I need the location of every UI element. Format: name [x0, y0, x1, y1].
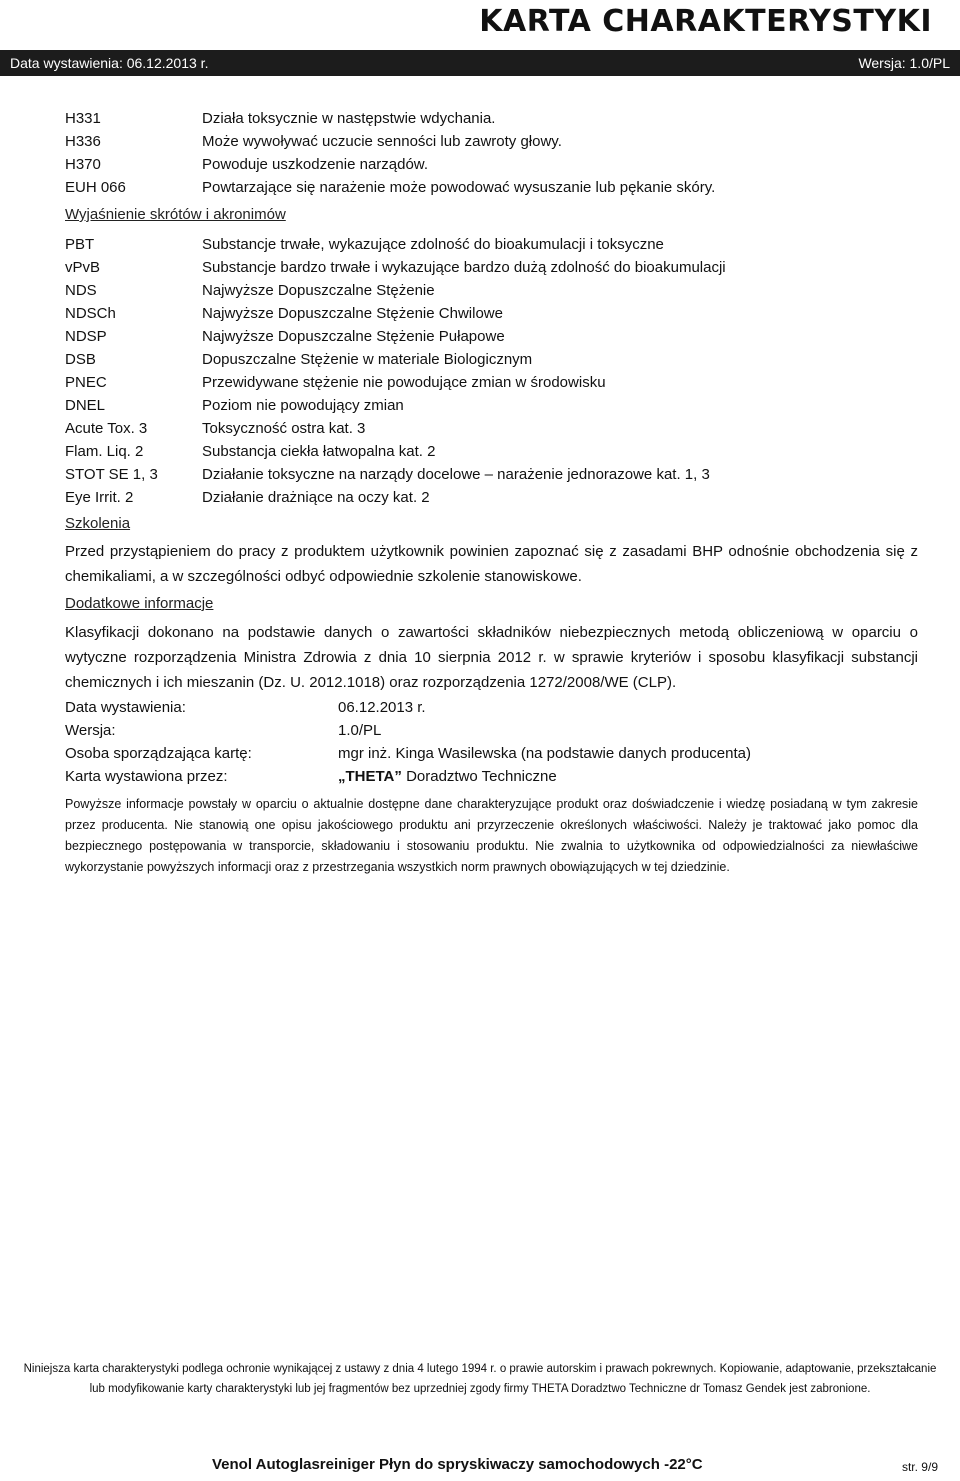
acronym-text: Najwyższe Dopuszczalne Stężenie Pułapowe [202, 328, 505, 345]
acronym-code: PBT [65, 236, 95, 253]
company-name: „THETA” [338, 768, 402, 785]
hazard-code: EUH 066 [65, 179, 126, 196]
hazard-code: H336 [65, 133, 101, 150]
acronym-row [65, 486, 726, 509]
acronym-row [65, 233, 726, 256]
acronym-text: Poziom nie powodujący zmian [202, 397, 404, 414]
acronym-row [65, 279, 726, 302]
version: Wersja: 1.0/PL [858, 55, 950, 71]
acronym-row [65, 348, 726, 371]
company-suffix: Doradztwo Techniczne [406, 768, 557, 785]
acronyms-table [65, 233, 726, 509]
training-heading: Szkolenia [65, 515, 131, 532]
disclaimer-paragraph: Powyższe informacje powstały w oparciu o aktualnie dostępne dane charakteryzujące produkt oraz doświadczenie i wiedzę posiadaną w tym zakresie przez producenta. Nie stanowią one opisu jakościowego produktu ani przyrzeczenie określonych właściwości. Należy je traktować jako pomoc dla bezpiecznego postępowania w transporcie, składowaniu i stosowaniu produktu. Nie zwalnia to użytkownika od odpowiedzialności za niewłaściwe wykorzystanie powyższych informacji oraz z przestrzegania wszystkich norm prawnych obowiązujących w tej dziedzinie. [65, 797, 918, 874]
hazard-text: Powoduje uszkodzenie narządów. [202, 156, 428, 173]
detail-row [65, 765, 751, 788]
hazard-text: Powtarzające się narażenie może powodować wysuszanie lub pękanie skóry. [202, 179, 716, 196]
issue-date: Data wystawienia: 06.12.2013 r. [10, 55, 209, 71]
acronym-row [65, 394, 726, 417]
version-label: Wersja: [65, 722, 116, 739]
acronym-code: vPvB [65, 259, 101, 276]
acronym-text: Najwyższe Dopuszczalne Stężenie [202, 282, 435, 299]
acronym-code: DNEL [65, 397, 106, 414]
acronym-text: Substancja ciekła łatwopalna kat. 2 [202, 443, 436, 460]
page-number: str. 9/9 [901, 1460, 938, 1474]
hazard-text: Działa toksycznie w następstwie wdychania. [202, 110, 496, 127]
additional-info-heading: Dodatkowe informacje [65, 595, 214, 612]
acronym-text: Toksyczność ostra kat. 3 [202, 420, 366, 437]
acronym-row [65, 463, 726, 486]
additional-info-paragraph: Klasyfikacji dokonano na podstawie danych o zawartości składników niebezpiecznych metodą obliczeniową w oparciu o wytyczne rozporządzenia Ministra Zdrowia z dnia 10 sierpnia 2012 r. w sprawie kryteriów i sposobu klasyfikacji substancji chemicznych i ich mieszanin (Dz. U. 2012.1018) oraz rozporządzenia 1272/2008/WE (CLP). [65, 624, 918, 691]
acronym-row [65, 325, 726, 348]
acronym-row [65, 440, 726, 463]
detail-row [65, 742, 751, 765]
hazard-row [65, 153, 715, 176]
issued-by-value [338, 768, 557, 785]
acronym-code: Acute Tox. 3 [65, 420, 148, 437]
acronym-text: Przewidywane stężenie nie powodujące zmian w środowisku [202, 374, 606, 391]
hazard-text: Może wywoływać uczucie senności lub zawroty głowy. [202, 133, 562, 150]
detail-row [65, 696, 751, 719]
version-value: 1.0/PL [338, 722, 382, 739]
acronym-text: Substancje bardzo trwałe i wykazujące bardzo dużą zdolność do bioakumulacji [202, 259, 726, 276]
author-label: Osoba sporządzająca kartę: [65, 745, 252, 762]
header-bar [0, 50, 960, 76]
acronym-code: DSB [65, 351, 96, 368]
details-table [65, 696, 751, 788]
hazard-row [65, 107, 715, 130]
hazard-code: H370 [65, 156, 101, 173]
acronym-code: NDSCh [65, 305, 116, 322]
acronym-code: PNEC [65, 374, 107, 391]
acronym-text: Działanie drażniące na oczy kat. 2 [202, 489, 430, 506]
acronym-row [65, 256, 726, 279]
product-name: Venol Autoglasreiniger Płyn do spryskiwaczy samochodowych -22°C [212, 1456, 703, 1473]
acronym-code: NDSP [65, 328, 107, 345]
acronym-code: NDS [65, 282, 97, 299]
acronym-text: Działanie toksyczne na narządy docelowe – narażenie jednorazowe kat. 1, 3 [202, 466, 710, 483]
acronym-code: Eye Irrit. 2 [65, 489, 134, 506]
issue-date-value: 06.12.2013 r. [338, 699, 426, 716]
issue-date-label: Data wystawienia: [65, 699, 186, 716]
acronyms-heading: Wyjaśnienie skrótów i akronimów [65, 206, 286, 223]
acronym-code: STOT SE 1, 3 [65, 466, 158, 483]
training-paragraph: Przed przystąpieniem do pracy z produktem użytkownik powinien zapoznać się z zasadami BHP odnośnie obchodzenia się z chemikaliami, a w szczególności odbyć odpowiednie szkolenie stanowiskowe. [65, 543, 918, 585]
hazard-row [65, 130, 715, 153]
acronym-text: Dopuszczalne Stężenie w materiale Biologicznym [202, 351, 533, 368]
author-value: mgr inż. Kinga Wasilewska (na podstawie danych producenta) [338, 745, 751, 762]
acronym-text: Substancje trwałe, wykazujące zdolność do bioakumulacji i toksyczne [202, 236, 664, 253]
acronym-row [65, 417, 726, 440]
acronym-code: Flam. Liq. 2 [65, 443, 144, 460]
acronym-text: Najwyższe Dopuszczalne Stężenie Chwilowe [202, 305, 503, 322]
detail-row [65, 719, 751, 742]
hazard-statements-table [65, 107, 715, 199]
hazard-code: H331 [65, 110, 101, 127]
acronym-row [65, 302, 726, 325]
document-title: KARTA CHARAKTERYSTYKI [479, 4, 932, 39]
issued-by-label: Karta wystawiona przez: [65, 768, 228, 785]
acronym-row [65, 371, 726, 394]
copyright-notice: Niniejsza karta charakterystyki podlega ochronie wynikającej z ustawy z dnia 4 lutego 1994 r. o prawie autorskim i prawach pokrewnych. Kopiowanie, adaptowanie, przekształcanie lub modyfikowanie karty charakterystyki lub jej fragmentów bez uprzedniej zgody firmy THETA Doradztwo Techniczne dr Tomasz Gendek jest zabronione. [23, 1363, 937, 1395]
hazard-row [65, 176, 715, 199]
